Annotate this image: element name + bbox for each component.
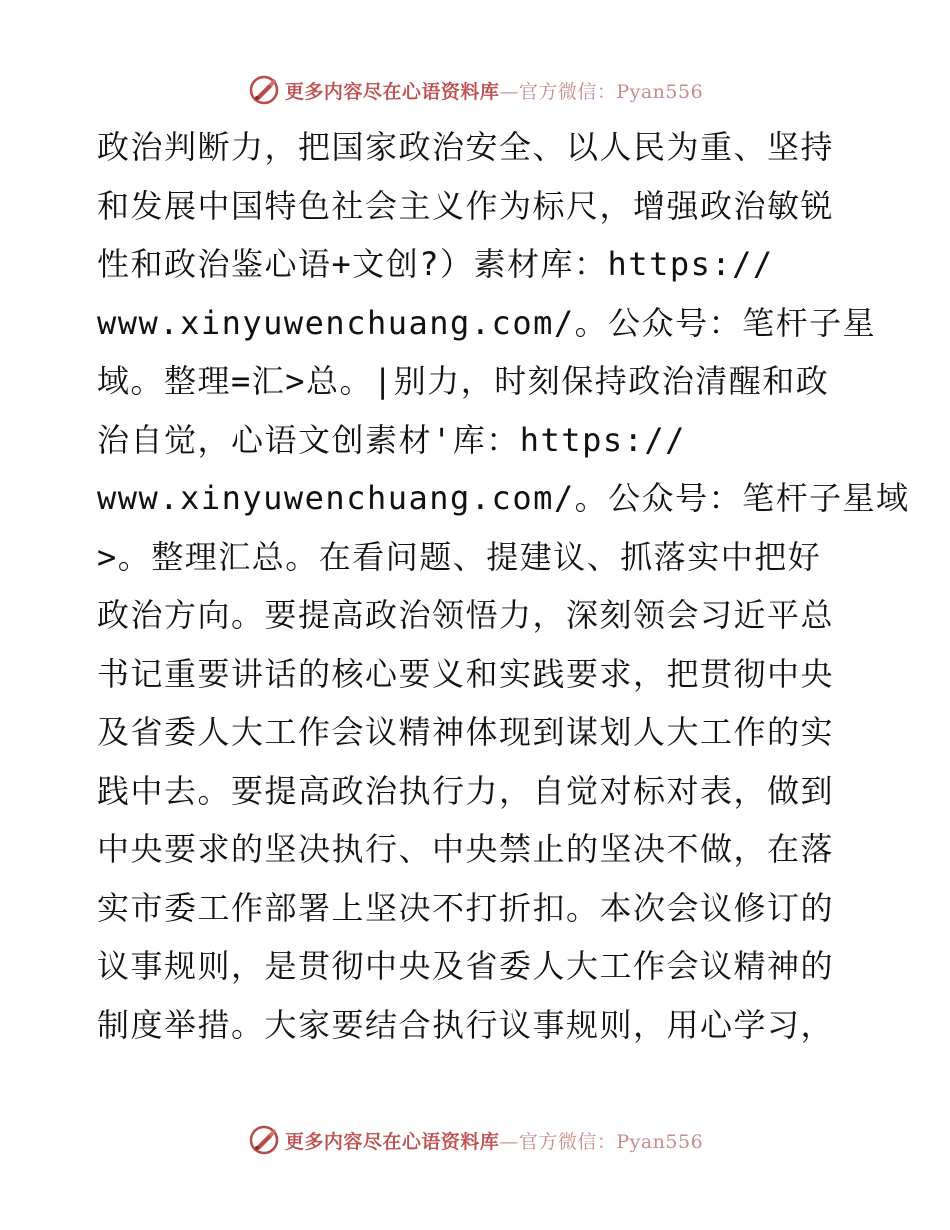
footer-banner-title: 更多内容尽在心语资料库 (284, 1130, 500, 1153)
body-line: 和发展中国特色社会主义作为标尺，增强政治敏锐 (97, 186, 835, 225)
document-body (97, 118, 910, 1054)
header-banner-separator: — (499, 80, 519, 103)
brush-pen-circle-logo-icon (247, 73, 281, 107)
body-line: 政治判断力，把国家政治安全、以人民为重、坚持 (97, 128, 835, 166)
body-line: 性和政治鉴心语+文创?）素材库：https:// (97, 245, 774, 283)
body-line: 域。整理=汇>总。|别力，时刻保持政治清醒和政 (97, 362, 830, 400)
body-line: 践中去。要提高政治执行力，自觉对标对表，做到 (97, 771, 835, 810)
body-line: 中央要求的坚决执行、中央禁止的坚决不做，在落 (97, 830, 835, 868)
body-line: 及省委人大工作会议精神体现到谋划人大工作的实 (97, 713, 835, 751)
body-line: 治自觉，心语文创素材'库：https:// (97, 420, 686, 459)
footer-banner-wechat: 官方微信：Pyan556 (518, 1130, 704, 1153)
body-line: >。整理汇总。在看问题、提建议、抓落实中把好 (97, 537, 822, 576)
body-line: 制度举措。大家要结合执行议事规则，用心学习， (97, 1005, 835, 1044)
body-line: www.xinyuwenchuang.com/。公众号：笔杆子星 (97, 303, 877, 342)
footer-banner-separator: — (499, 1130, 519, 1153)
brush-pen-circle-logo-icon (247, 1123, 281, 1157)
body-line: 书记重要讲话的核心要义和实践要求，把贯彻中央 (97, 654, 835, 693)
body-line: www.xinyuwenchuang.com/。公众号：笔杆子星域 (97, 479, 910, 517)
body-line: 实市委工作部署上坚决不打折扣。本次会议修订的 (97, 888, 835, 927)
footer-banner (0, 1120, 950, 1160)
header-banner-title: 更多内容尽在心语资料库 (284, 80, 500, 103)
header-banner-wechat: 官方微信：Pyan556 (518, 80, 704, 103)
body-line: 政治方向。要提高政治领悟力，深刻领会习近平总 (97, 596, 835, 634)
header-banner (0, 70, 950, 110)
body-line: 议事规则，是贯彻中央及省委人大工作会议精神的 (97, 947, 835, 985)
